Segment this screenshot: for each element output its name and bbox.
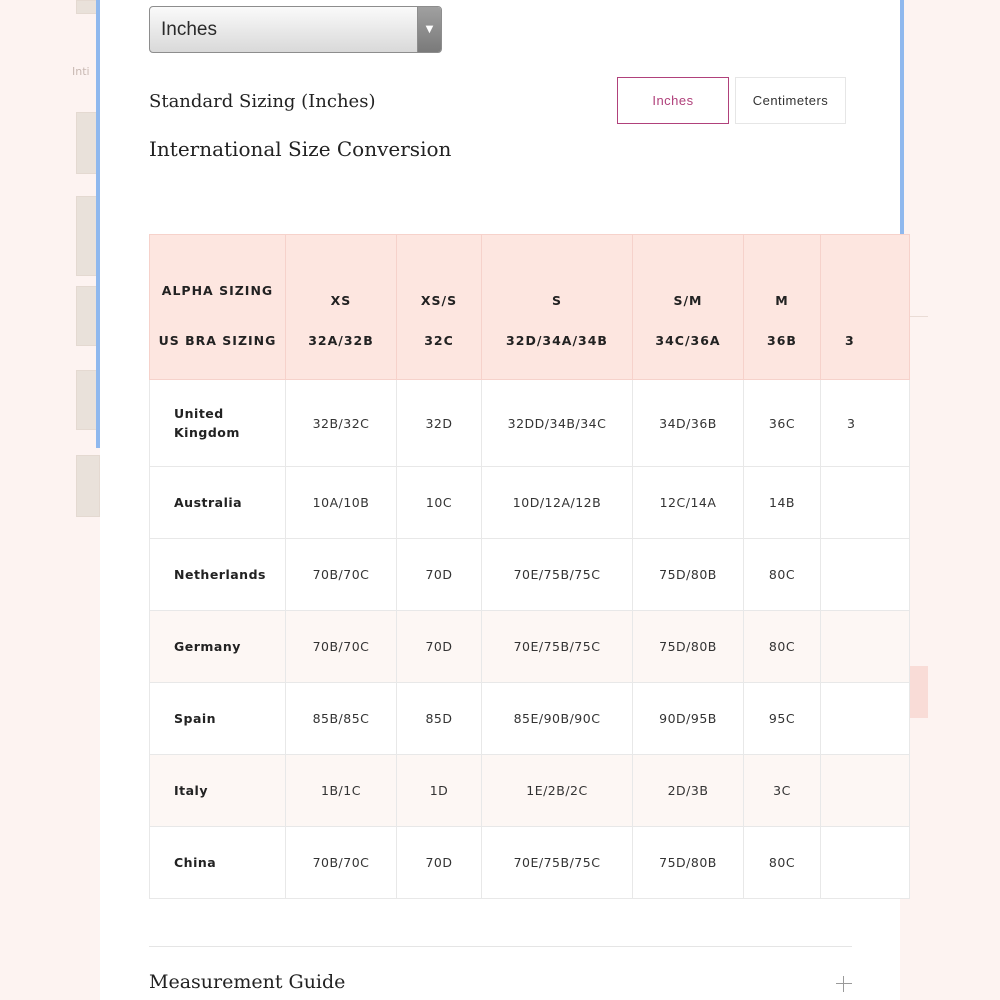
- size-cell: 70D: [397, 827, 482, 899]
- size-cell: 2D/3B: [633, 755, 744, 827]
- size-cell: 80C: [744, 611, 821, 683]
- country-cell: United Kingdom: [150, 380, 286, 467]
- table-row: [150, 683, 910, 755]
- size-conversion-table: [149, 234, 910, 899]
- unit-select[interactable]: [149, 6, 442, 53]
- size-conversion-table-container[interactable]: [149, 234, 856, 899]
- size-cell: 70E/75B/75C: [482, 827, 633, 899]
- size-column-header: [633, 235, 744, 380]
- dropdown-arrow-icon[interactable]: ▼: [417, 7, 441, 52]
- size-cell: 14B: [744, 467, 821, 539]
- country-cell: Italy: [150, 755, 286, 827]
- alpha-sizing-label: ALPHA SIZING: [161, 283, 274, 298]
- section-divider: [149, 946, 852, 947]
- unit-select-value: Inches: [161, 18, 217, 40]
- size-cell: 70B/70C: [286, 539, 397, 611]
- measurement-guide-title[interactable]: Measurement Guide: [149, 971, 346, 993]
- size-cell: 3: [821, 380, 910, 467]
- us-bra-sizing-label: US BRA SIZING: [158, 333, 277, 348]
- international-conversion-heading: International Size Conversion: [149, 137, 452, 161]
- size-cell: 10D/12A/12B: [482, 467, 633, 539]
- table-header-row: [150, 235, 910, 380]
- country-cell: China: [150, 827, 286, 899]
- table-row: [150, 755, 910, 827]
- plus-icon[interactable]: [836, 976, 852, 992]
- alpha-size: M: [775, 293, 789, 308]
- size-cell: 10C: [397, 467, 482, 539]
- size-cell: [821, 467, 910, 539]
- country-cell: Germany: [150, 611, 286, 683]
- size-cell: 1B/1C: [286, 755, 397, 827]
- us-bra-size: 32D/34A/34B: [506, 333, 608, 348]
- size-cell: 34D/36B: [633, 380, 744, 467]
- header-label-cell: [150, 235, 286, 380]
- table-row: [150, 827, 910, 899]
- alpha-size: XS/S: [420, 293, 458, 308]
- size-cell: 70E/75B/75C: [482, 611, 633, 683]
- size-cell: 70D: [397, 539, 482, 611]
- size-cell: 75D/80B: [633, 611, 744, 683]
- centimeters-toggle-button[interactable]: Centimeters: [735, 77, 846, 124]
- size-cell: 1E/2B/2C: [482, 755, 633, 827]
- size-cell: 80C: [744, 539, 821, 611]
- alpha-size: XS: [330, 293, 352, 308]
- background-label: Inti: [72, 65, 90, 78]
- us-bra-size: 32A/32B: [308, 333, 374, 348]
- size-cell: [821, 827, 910, 899]
- size-cell: [821, 611, 910, 683]
- us-bra-size: 32C: [424, 333, 454, 348]
- size-cell: 70D: [397, 611, 482, 683]
- size-cell: 32B/32C: [286, 380, 397, 467]
- size-cell: 10A/10B: [286, 467, 397, 539]
- table-row: [150, 539, 910, 611]
- size-cell: [821, 539, 910, 611]
- country-cell: Netherlands: [150, 539, 286, 611]
- alpha-size: S: [551, 293, 562, 308]
- us-bra-size: 34C/36A: [655, 333, 721, 348]
- size-cell: 70B/70C: [286, 827, 397, 899]
- us-bra-size: 36B: [767, 333, 797, 348]
- country-cell: Australia: [150, 467, 286, 539]
- size-column-header: [397, 235, 482, 380]
- size-cell: [821, 755, 910, 827]
- alpha-size: [845, 263, 909, 321]
- size-cell: 12C/14A: [633, 467, 744, 539]
- table-row: [150, 467, 910, 539]
- standard-sizing-heading: Standard Sizing (Inches): [149, 91, 376, 112]
- country-cell: Spain: [150, 683, 286, 755]
- size-cell: 1D: [397, 755, 482, 827]
- size-cell: 85E/90B/90C: [482, 683, 633, 755]
- size-cell: 85B/85C: [286, 683, 397, 755]
- size-cell: 75D/80B: [633, 827, 744, 899]
- alpha-size: S/M: [673, 293, 703, 308]
- size-cell: [821, 683, 910, 755]
- size-column-header: [482, 235, 633, 380]
- table-row: [150, 380, 910, 467]
- size-cell: 85D: [397, 683, 482, 755]
- us-bra-size: 3: [845, 333, 855, 348]
- inches-toggle-button[interactable]: Inches: [617, 77, 729, 124]
- size-cell: 90D/95B: [633, 683, 744, 755]
- size-cell: 75D/80B: [633, 539, 744, 611]
- table-row: [150, 611, 910, 683]
- background-thumbnail: [76, 455, 100, 517]
- size-cell: 36C: [744, 380, 821, 467]
- size-column-header: [744, 235, 821, 380]
- size-cell: 70B/70C: [286, 611, 397, 683]
- size-cell: 32DD/34B/34C: [482, 380, 633, 467]
- size-cell: 70E/75B/75C: [482, 539, 633, 611]
- size-column-header: [821, 235, 910, 380]
- size-cell: 80C: [744, 827, 821, 899]
- size-cell: 95C: [744, 683, 821, 755]
- size-cell: 3C: [744, 755, 821, 827]
- size-cell: 32D: [397, 380, 482, 467]
- size-column-header: [286, 235, 397, 380]
